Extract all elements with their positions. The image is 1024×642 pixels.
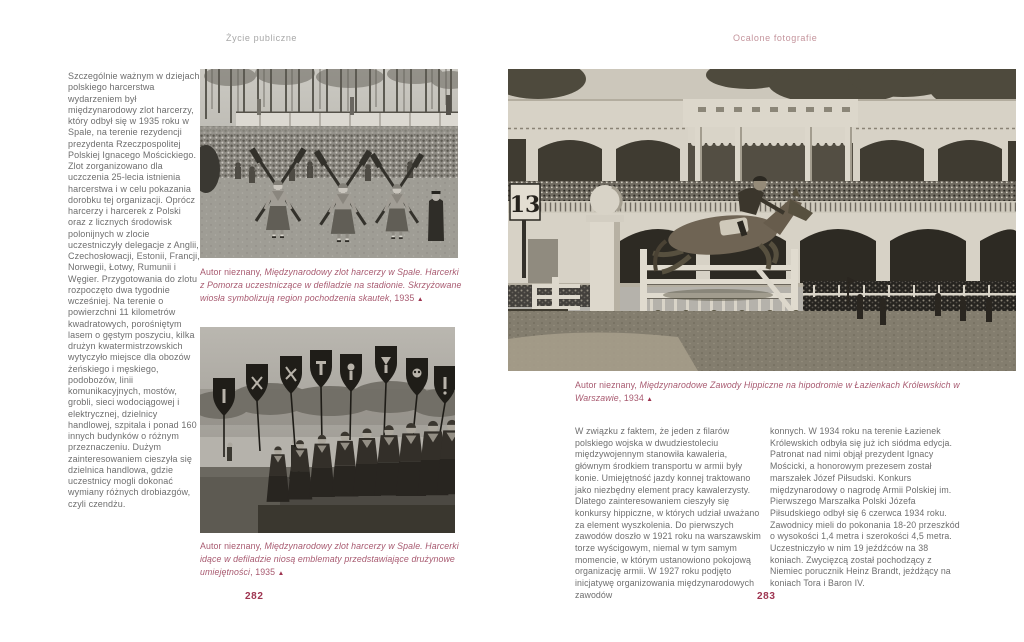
caption-author: Autor nieznany, — [575, 380, 640, 390]
caption-title: Międzynarodowe Zawody Hippiczne na hipodromie w Łazienkach Królewskich w Warszawie — [575, 380, 960, 403]
caption-year: , 1935 — [250, 567, 278, 577]
caption-author: Autor nieznany, — [200, 541, 265, 551]
obstacle-number-sign-text: 13 — [509, 192, 541, 218]
page-number-right: 283 — [757, 591, 776, 602]
page-number-left: 282 — [245, 591, 264, 602]
running-head-left: Życie publiczne — [226, 33, 298, 43]
right-column-2-text: konnych. W 1934 roku na terenie Łazienek Królewskich odbyła się już ich siódma edycja. Patronat nad nimi objął prezydent Ignacy Mościcki, a honorowym prezesem został marszałek Józef Piłsudski. Konkurs międzynarodowy o nagrodę Armii Polskiej im. Pierwszego Marszałka Polski Józefa Piłsudskiego odbył się 6 czerwca 1934 roku. Zawodnicy mieli do pokonania 18-20 przeszkód o wysokości 1,4 metra i szerokości 4,5 metra. Uczestniczyło w nim 19 jeźdźców na 38 koniach. Zwycięzcą został pochodzący z Niemiec porucznik Heinz Brandt, jeżdżący na koniach Tora i Baron IV. — [770, 426, 960, 589]
up-triangle-icon: ▲ — [416, 296, 424, 303]
photo-scouts-oars-image — [200, 69, 458, 258]
caption-title: Międzynarodowy zlot harcerzy w Spale. Harcerki idące w defiladzie niosą emblematy przedstawiające drużynowe umiejętności — [200, 541, 459, 577]
caption-year: , 1934 — [618, 393, 647, 403]
photo-horse-jump-image — [508, 69, 1016, 371]
up-triangle-icon: ▲ — [277, 570, 285, 577]
caption-horse-jump — [575, 379, 970, 406]
running-head-right: Ocalone fotografie — [733, 33, 818, 43]
left-column-text: Szczególnie ważnym w dziejach polskiego harcerstwa wydarzeniem był międzynarodowy zlot harcerzy, który odbył się w 1935 roku w Spale, na terenie rezydencji prezydenta Rzeczpospolitej Polskiej Ignacego Mościckiego. Zlot zorganizowano dla uczczenia 25-lecia istnienia harcerstwa i w celu pokazania dorobku tej organizacji. Oprócz harcerzy i harcerek z Polski oraz z licznych środowisk polonijnych w zlocie uczestniczyły delegacje z Anglii, Czechosłowacji, Estonii, Francji, Norwegii, Łotwy, Rumunii i Węgier. Przygotowania do zlotu rozpoczęto dwa tygodnie wcześniej. Na terenie o powierzchni 11 kilometrów kwadratowych, porośniętym lasem o gęstym poszyciu, kilka drużyn kwatermistrzowskich wytyczyło miejsce dla obozów żeńskiego i męskiego, podobozów, linii komunikacyjnych, mostów, grobli, sieci wodociągowej i elektrycznej, dzielnicy handlowej, szpitala i ponad 160 innych budynków o różnym przeznaczeniu. Dużym zainteresowaniem cieszyła się dzielnica handlowa, gdzie uczestnicy mogli dokonać wymiany różnych drobiazgów, czyli czendżu. — [68, 71, 200, 509]
caption-title: Międzynarodowy zlot harcerzy w Spale. Harcerki z Pomorza uczestniczące w defiladzie na stadionie. Skrzyżowane wiosła symbolizują region pochodzenia skautek — [200, 267, 462, 303]
caption-scouts-emblems — [200, 540, 465, 580]
caption-year: , 1935 — [389, 293, 417, 303]
caption-author: Autor nieznany, — [200, 267, 265, 277]
right-column-1-text: W związku z faktem, że jeden z filarów polskiego wojska w dwudziestoleciu międzywojennym stanowiła kawaleria, głównym środkiem transportu w armii były konie. Umiejętność jazdy konnej traktowano jako niezbędny element pracy kawalerzysty. Dlatego zainteresowaniem cieszyły się konkursy hippiczne, w których udział uważano za element wyszkolenia. Do pierwszych zawodów doszło w 1921 roku na warszawskim torze wyścigowym, niemal w tym samym momencie, w którym ustanowiono pokojową organizację armii. W 1927 roku podjęto inicjatywę organizowania międzynarodowych zawodów — [575, 426, 761, 600]
photo-scouts-oars — [200, 69, 458, 258]
photo-scouts-emblems-image — [200, 327, 455, 533]
up-triangle-icon: ▲ — [646, 396, 653, 403]
caption-scouts-oars — [200, 266, 465, 306]
photo-horse-jump — [508, 69, 1016, 371]
photo-scouts-emblems — [200, 327, 455, 533]
